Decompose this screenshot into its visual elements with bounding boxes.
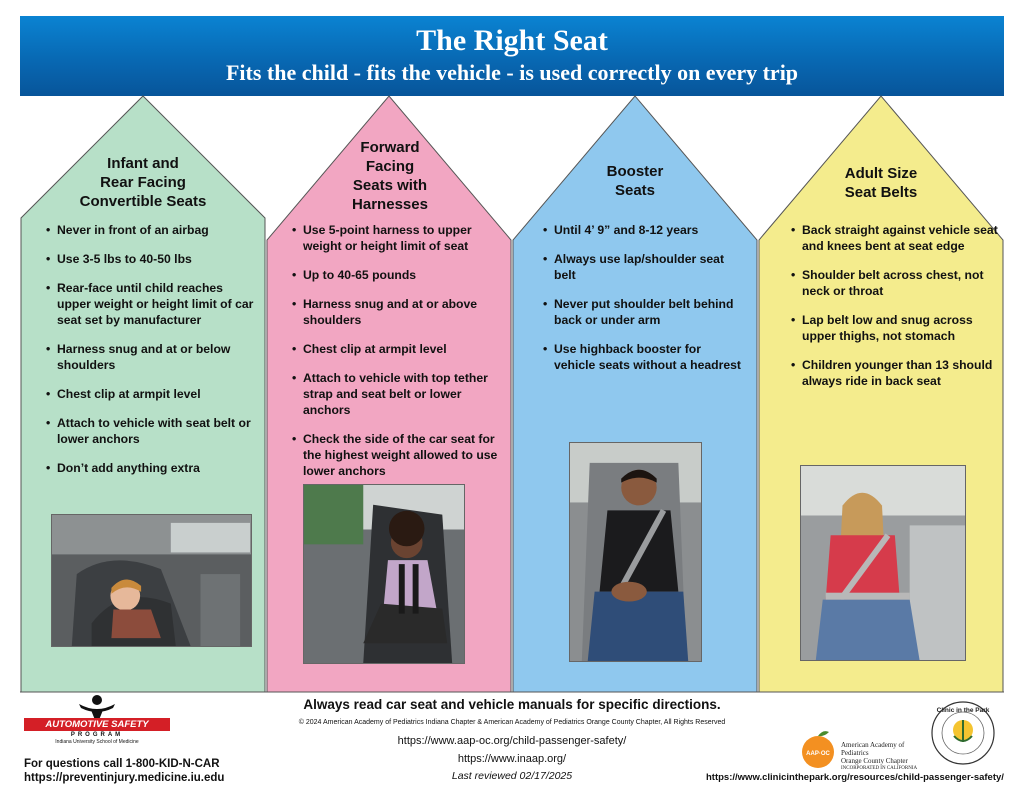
clinic-seal-icon [930,700,996,766]
aap-name: American Academy of Pediatrics Orange County Chapter INCORPORATED IN CALIFORNIA [841,741,918,771]
orange-icon [797,729,839,769]
list-item: • Children younger than 13 should always ride in back seat [791,357,999,389]
page-title: The Right Seat [416,24,608,57]
list-item: • Shoulder belt across chest, not neck or throat [791,267,999,299]
list-item: • Check the side of the car seat for the highest weight allowed to use lower anchors [292,431,506,479]
list-item: • Use 5-point harness to upper weight or height limit of seat [292,222,506,254]
list-item: • Rear-face until child reaches upper weight or height limit of car seat set by manufacturer [46,280,260,328]
aap-oc-logo [797,729,927,769]
list-item: • Lap belt low and snug across upper thighs, not stomach [791,312,999,344]
ats-name: AUTOMOTIVE SAFETY [24,718,170,731]
column-1-list [46,222,260,489]
clinic-name-text: Clinic in the Park [936,707,990,714]
column-3-title: Booster Seats [606,163,664,199]
figure-icon [77,694,117,720]
clinic-in-the-park-logo [930,700,996,766]
list-item: • Never put shoulder belt behind back or under arm [543,296,743,328]
iu-link[interactable]: https://preventinjury.medicine.iu.edu [24,772,225,784]
aap-badge-text: AAP·OC [806,751,830,757]
list-item: • Never in front of an airbag [46,222,260,238]
booster-seat-photo [569,442,702,662]
list-item: • Up to 40-65 pounds [292,267,506,283]
questions-phone: For questions call 1-800-KID-N-CAR [24,758,220,770]
seat-belt-photo [800,465,966,661]
column-3-list [543,222,743,386]
ats-subtitle: Indiana University School of Medicine [55,739,139,745]
column-2-list [292,222,506,492]
list-item: • Use 3-5 lbs to 40-50 lbs [46,251,260,267]
list-item: • Harness snug and at or below shoulders [46,341,260,373]
copyright-text: © 2024 American Academy of Pediatrics Indiana Chapter & American Academy of Pediatrics Orange County Chapter, All Rights Reserved [298,719,726,726]
list-item: • Attach to vehicle with top tether strap and seat belt or lower anchors [292,370,506,418]
aap-oc-link[interactable]: https://www.aap-oc.org/child-passenger-safety/ [397,735,627,747]
page-subtitle: Fits the child - fits the vehicle - is used correctly on every trip [225,60,799,85]
ats-program: PROGRAM [70,732,124,738]
last-reviewed: Last reviewed 02/17/2025 [451,770,573,782]
list-item: • Use highback booster for vehicle seats without a headrest [543,341,743,373]
list-item: • Until 4’ 9” and 8-12 years [543,222,743,238]
list-item: • Chest clip at armpit level [292,341,506,357]
column-1-title: Infant and Rear Facing Convertible Seats [79,155,207,210]
forward-facing-seat-photo [303,484,465,664]
column-2-title: Forward Facing Seats with Harnesses [352,139,428,213]
list-item: • Attach to vehicle with seat belt or lower anchors [46,415,260,447]
inaap-link[interactable]: https://www.inaap.org/ [457,753,567,765]
clinic-link[interactable]: https://www.clinicinthepark.org/resources/child-passenger-safety/ [706,772,1004,783]
list-item: • Always use lap/shoulder seat belt [543,251,743,283]
list-item: • Harness snug and at or above shoulders [292,296,506,328]
manuals-notice: Always read car seat and vehicle manuals for specific directions. [303,697,721,712]
rear-facing-seat-photo [51,514,252,647]
column-4-title: Adult Size Seat Belts [844,165,918,201]
automotive-safety-program-logo [22,694,172,746]
list-item: • Chest clip at armpit level [46,386,260,402]
list-item: • Back straight against vehicle seat and knees bent at seat edge [791,222,999,254]
list-item: • Don’t add anything extra [46,460,260,476]
column-4-list [791,222,999,402]
